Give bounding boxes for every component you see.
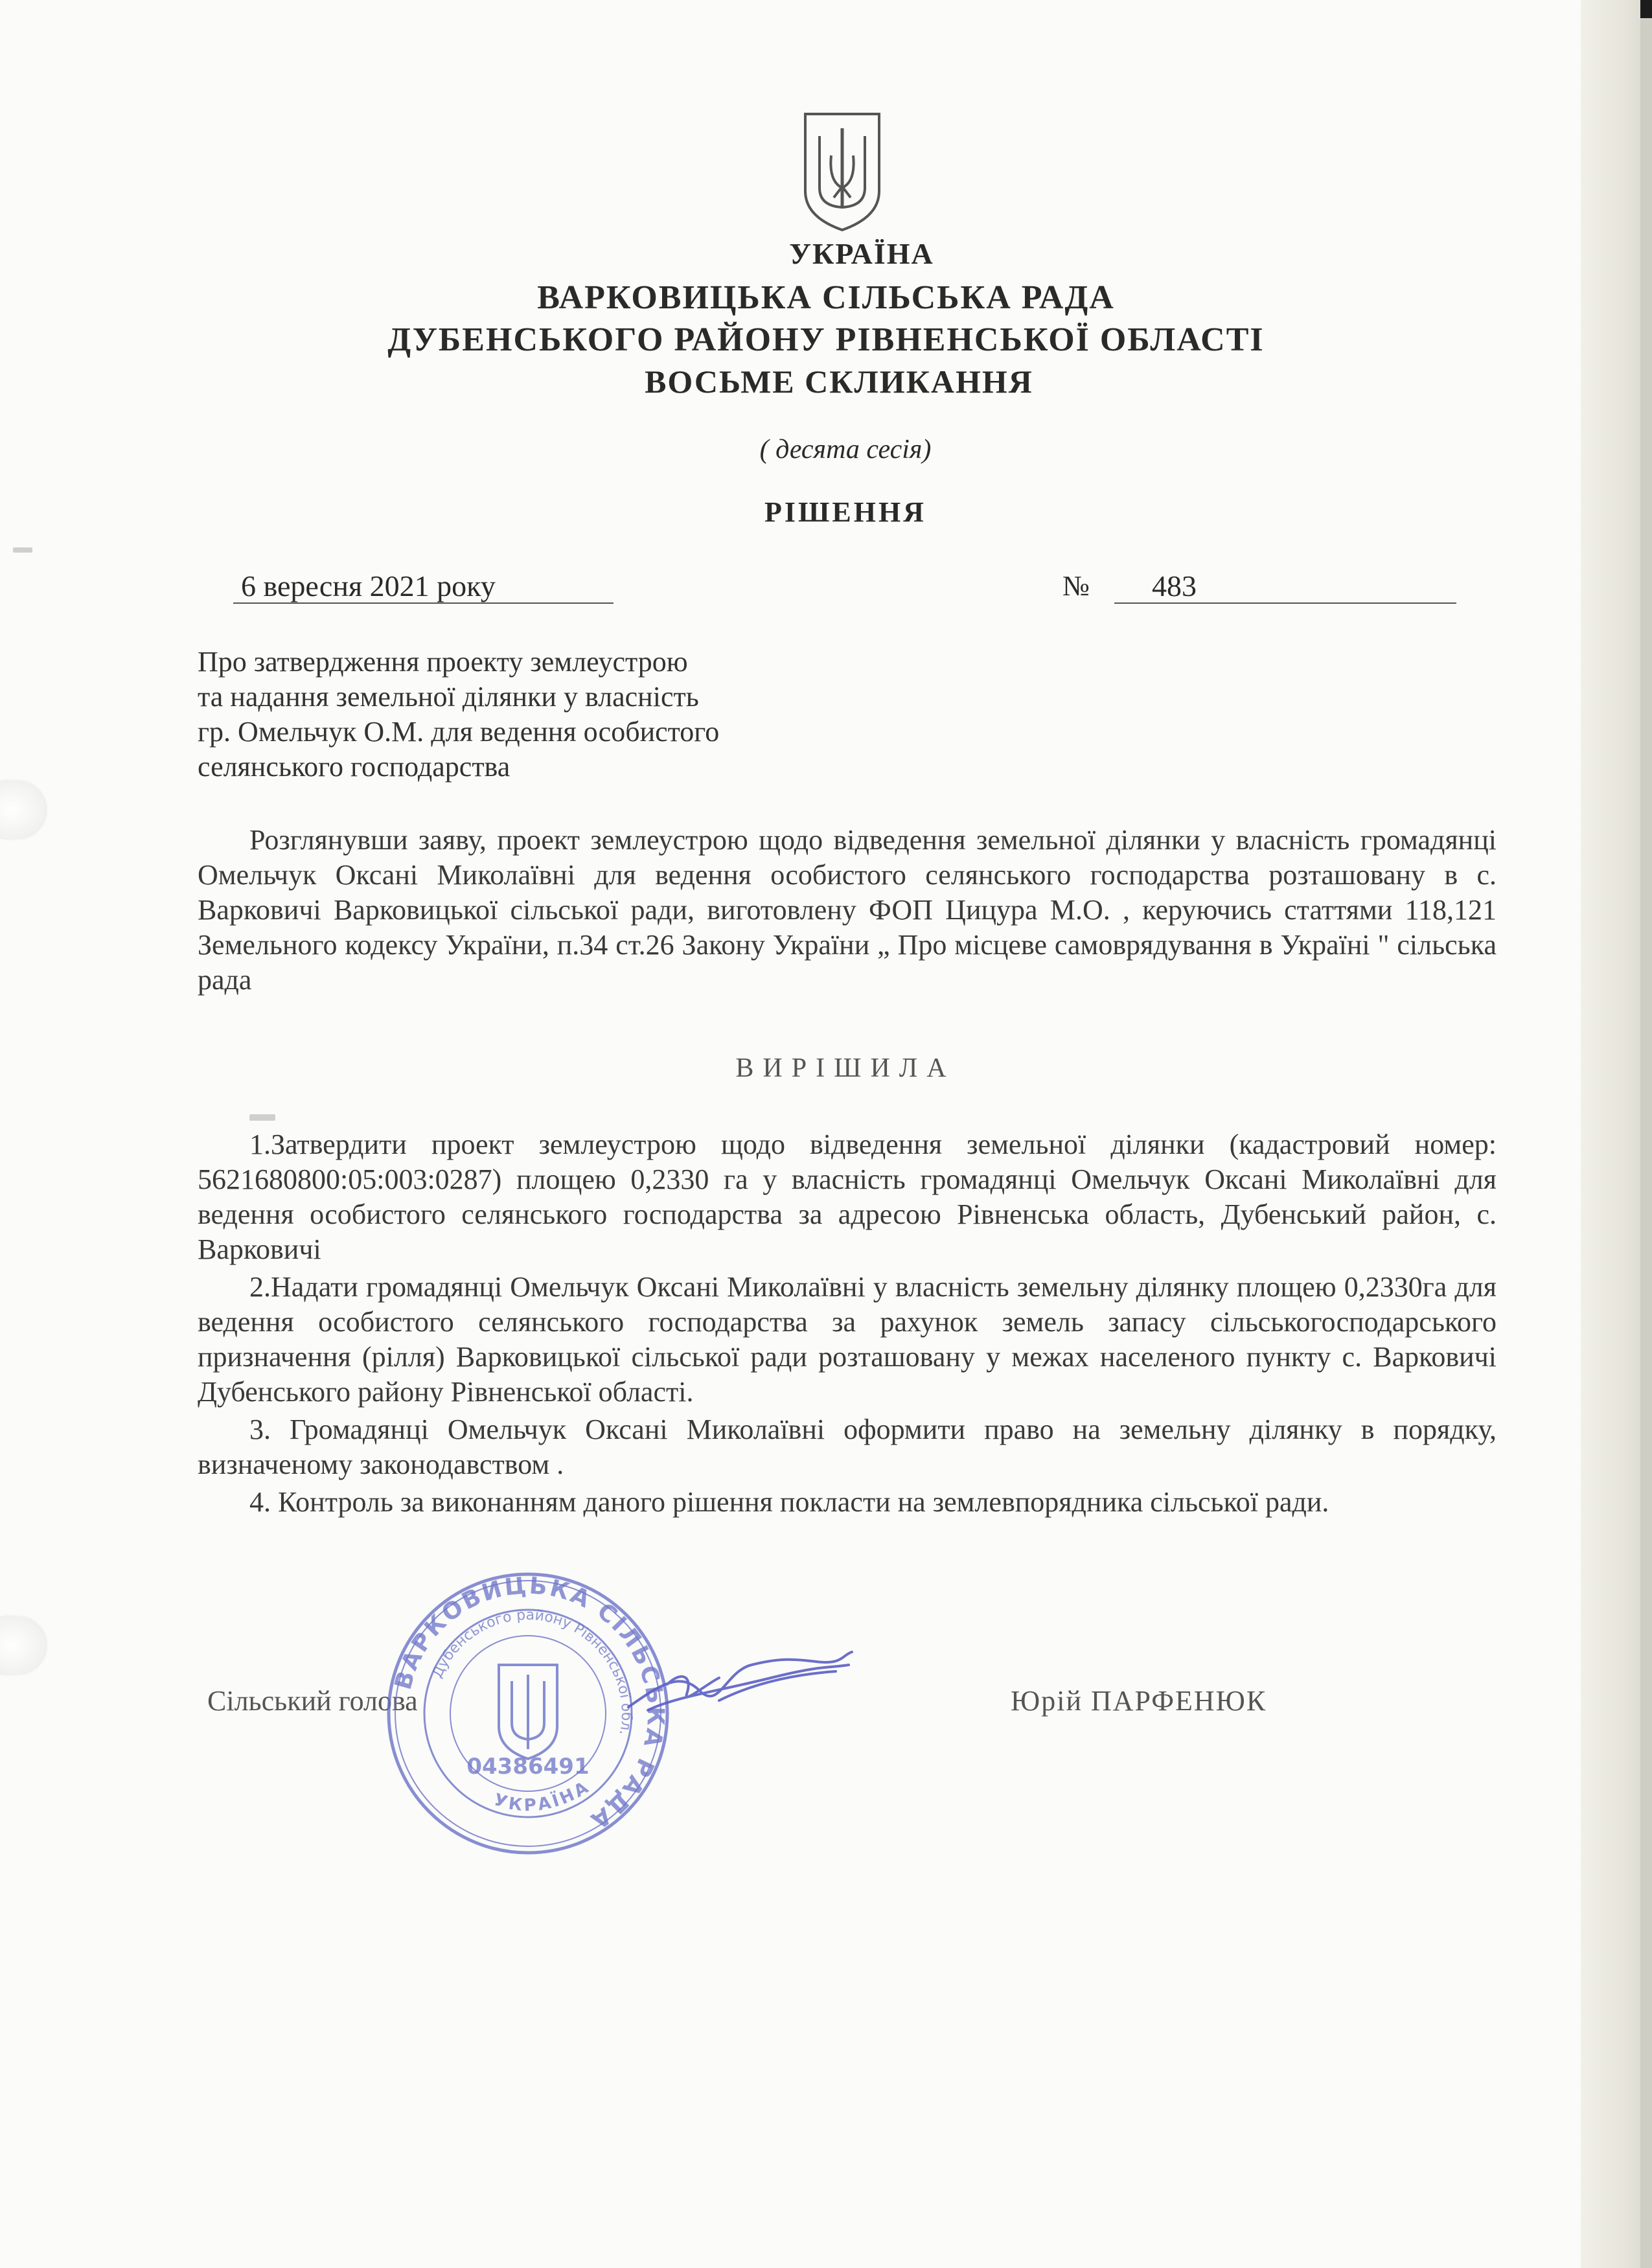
trident-emblem-icon (800, 110, 884, 233)
resolution-item: 2.Надати громадянці Омельчук Оксані Миколаївні у власність земельну ділянку площею 0,2330га для ведення особистого селянського господарства за рахунок земель запасу сільськогосподарського призначення (рілля) Варковицької сільської ради розташовану у межах населеного пункту с. Варковичі Дубенського району Рівненської області. (198, 1271, 1497, 1408)
subject-line: Про затвердження проекту землеустрою (198, 646, 688, 678)
resolution-item: 4. Контроль за виконанням даного рішення покласти на землевпорядника сільської ради. (249, 1486, 1329, 1518)
subject-block (198, 645, 719, 785)
decided-heading: ВИРІШИЛА (735, 1053, 956, 1083)
header-country: УКРАЇНА (789, 237, 934, 270)
header-council: ВАРКОВИЦЬКА СІЛЬСЬКА РАДА (537, 279, 1115, 316)
document-number: 483 (1114, 570, 1456, 604)
punch-hole-top (0, 781, 45, 839)
subject-line: та надання земельної ділянки у власність (198, 681, 699, 713)
session-label: ( десята сесія) (759, 435, 932, 464)
header-district: ДУБЕНСЬКОГО РАЙОНУ РІВНЕНСЬКОЇ ОБЛАСТІ (387, 321, 1265, 358)
document-type: РІШЕННЯ (764, 496, 926, 528)
signature-scribble (622, 1645, 855, 1723)
document-date: 6 вересня 2021 року (233, 570, 614, 604)
stamp-inner-text: Дубенського району Рівненської обл. (429, 1607, 635, 1737)
stamp-outer-text: ВАРКОВИЦЬКА СІЛЬСЬКА РАДА (389, 1572, 669, 1835)
resolution-item: 1.Затвердити проект землеустрою щодо відведення земельної ділянки (кадастровий номер: 5621680800:05:003:0287) площею 0,2330 га у власність громадянці Омельчук Оксані Миколаївні для ведення особистого селянського господарства за адресою Рівненська область, Дубенський район, с. Варковичі (198, 1128, 1497, 1265)
scan-smudge (13, 547, 32, 553)
svg-text:УКРАЇНА (492, 1777, 594, 1815)
header-convocation: ВОСЬМЕ СКЛИКАННЯ (645, 363, 1033, 400)
resolution-item: 3. Громадянці Омельчук Оксані Миколаївні оформити право на земельну ділянку в порядку, визначеному законодавством . (198, 1414, 1497, 1480)
resolution-items (198, 1127, 1497, 1522)
stamp-code: 04386491 (466, 1754, 590, 1780)
stamp-bottom-text: УКРАЇНА (491, 1776, 594, 1816)
subject-line: селянського господарства (198, 751, 511, 783)
scan-smudge (249, 1114, 275, 1121)
signatory-title: Сільський голова (207, 1685, 418, 1717)
number-sign: № (1062, 570, 1090, 602)
punch-hole-bottom (0, 1616, 45, 1675)
preamble-paragraph: Розглянувши заяву, проект землеустрою щодо відведення земельної ділянки у власність громадянці Омельчук Оксані Миколаївні для ведення особистого селянського господарства розташовану в с. Варковичі Варковицької сільської ради, виготовлену ФОП Цицура М.О. , керуючись статтями 118,121 Земельного кодексу України, п.34 ст.26 Закону України „ Про місцеве самоврядування в Україні " сільська рада (198, 824, 1497, 996)
subject-line: гр. Омельчук О.М. для ведення особистого (198, 716, 720, 748)
signatory-name: Юрій ПАРФЕНЮК (1011, 1685, 1267, 1717)
